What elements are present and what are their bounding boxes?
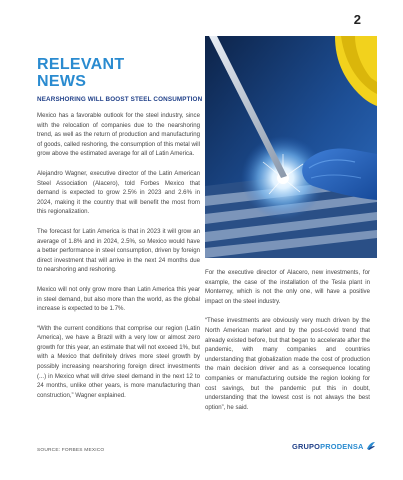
- section-title-line2: NEWS: [37, 73, 87, 90]
- prodensa-swoosh-icon: [366, 441, 376, 451]
- article-headline: NEARSHORING WILL BOOST STEEL CONSUMPTION: [37, 96, 203, 103]
- right-paragraph-1: For the executive director of Alacero, new investments, for example, the case of the installation of the Tesla plant in Monterrey, which is not the only one, will have a positive impact on the steel industry.: [205, 269, 370, 305]
- source-note: SOURCE: FORBES MEXICO: [37, 448, 105, 453]
- right-paragraph-2: “These investments are obviously very much driven by the North American market and by the post-covid trend that already existed before, but that began to accelerate after the pandemic, with many companies and countries understanding that globalization made the cost of production the main decision driver and as a consequence locating companies or manufacturing outside the region looking for cost savings, but the pandemic put this in doubt, understanding that the lowest cost is not always the best option”, he said.: [205, 317, 370, 411]
- left-paragraph-3: The forecast for Latin America is that in 2023 it will grow an average of 1.8% and in 2024, 2.5%, so Mexico would have a better performance in steel consumption, driven by foreign direct investment that will arrive in the next 24 months due to nearshoring and reshoring.: [37, 227, 200, 274]
- section-title-line1: RELEVANT: [37, 56, 125, 73]
- welding-photo: [205, 36, 377, 258]
- logo-wordmark: [292, 442, 364, 451]
- left-column: [37, 56, 203, 400]
- left-paragraph-5: “With the current conditions that comprise our region (Latin America), we have a Brazil with a very low or almost zero growth for this year, an estimate that will not exceed 1%, but with a Mexico that definitely drives more steel growth by possibly increasing nearshoring foreign direct investments (...) in Mexico what will drive steel demand in the next 12 to 24 months, unlike other years, is more manufacturing than construction,” Wagner explained.: [37, 324, 200, 399]
- right-column: [205, 268, 370, 412]
- left-paragraph-2: Alejandro Wagner, executive director of the Latin American Steel Association (Alacero), told Forbes Mexico that demand is expected to grow 2.5% in 2023 and 2.6% in 2024, making it the country that will benefit the most from this regionalization.: [37, 169, 200, 216]
- page-number: 2: [353, 12, 361, 27]
- grupo-prodensa-logo: [292, 441, 376, 451]
- left-paragraph-1: Mexico has a favorable outlook for the steel industry, since with the relocation of companies due to the nearshoring trend, as well as the return of production and manufacturing of goods, called reshoring, the consumption of this metal will grow above the estimated average for all of Latin America.: [37, 112, 200, 158]
- logo-part-prodensa: PRODENSA: [320, 441, 364, 451]
- left-paragraph-4: Mexico will not only grow more than Latin America this year in steel demand, but also more than the world, as the global increase is expected to be 1.7%.: [37, 285, 200, 313]
- logo-part-grupo: GRUPO: [292, 441, 321, 451]
- section-title: [37, 56, 200, 90]
